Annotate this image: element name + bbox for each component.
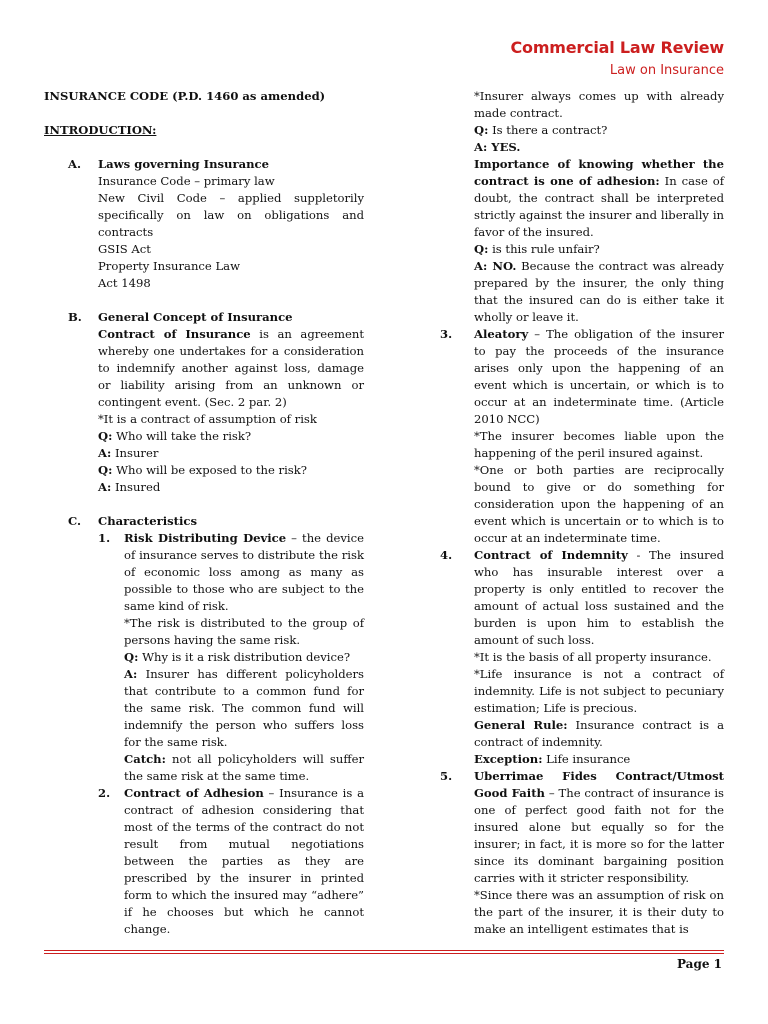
section-letter: B. [68,310,82,324]
note: *It is a contract of assumption of risk [98,412,317,426]
note: *The risk is distributed to the group of persons having the same risk. [124,616,364,647]
note: *Since there was an assumption of risk on the part of the insurer, it is their duty to make an intelligent estimates that is [474,888,724,936]
qa-line: Q: is this rule unfair? [474,242,600,256]
exception-line: Exception: Life insurance [474,752,631,766]
characteristic-item [440,326,724,547]
item-number: 3. [440,327,453,341]
characteristic-item [98,785,364,938]
left-column [44,88,364,938]
note: *It is the basis of all property insurance. [474,650,712,664]
catch-line: Catch: not all policyholders will suffer the same risk at the same time. [124,752,364,783]
note: *Life insurance is not a contract of indemnity. Life is not subject to pecuniary estimation; Life is precious. [474,667,724,715]
law-line: Insurance Code – primary law [98,174,275,188]
section-heading: General Concept of Insurance [98,310,293,324]
item-number: 1. [98,531,111,545]
qa-line: A: NO. Because the contract was already prepared by the insurer, the only thing that the insured can do is either take it wholly or leave it. [474,259,724,324]
header-subtitle: Law on Insurance [609,63,724,78]
item-text: Contract of Adhesion – Insurance is a contract of adhesion considering that most of the terms of the contract do not result from mutual negotiations between the parties as they are prescribed by the insurer in printed form to which the insured may “adhere” if he chooses but which he cannot change. [124,786,364,936]
law-line: Property Insurance Law [98,259,241,273]
qa-line: A: Insurer has different policyholders that contribute to a common fund for the same risk. The common fund will indemnify the person who suffers loss for the same risk. [124,667,364,749]
qa-line: Q: Why is it a risk distribution device? [124,650,351,664]
item-number: 4. [440,548,453,562]
item-text: Aleatory – The obligation of the insurer to pay the proceeds of the insurance arises only upon the happening of an event which is uncertain, or which is to occur at an indeterminate time. (Article 2010 NCC) [474,327,724,426]
item-number: 5. [440,769,453,783]
section-a [44,156,364,292]
qa-line: A: Insurer [98,446,159,460]
item-number: 2. [98,786,111,800]
importance-text: Importance of knowing whether the contract is one of adhesion: In case of doubt, the contract shall be interpreted strictly against the insurer and liberally in favor of the insured. [474,157,725,239]
intro-heading: INTRODUCTION: [44,123,157,137]
qa-line: Q: Who will take the risk? [98,429,252,443]
item-text: Risk Distributing Device – the device of insurance serves to distribute the risk of economic loss among as many as possible to those who are subject to the same kind of risk. [124,531,364,613]
section-letter: C. [68,514,82,528]
characteristic-item [440,547,724,768]
item-text: Uberrimae Fides Contract/Utmost Good Faith – The contract of insurance is one of perfect good faith not for the insured alone but equally so for the insurer; in fact, it is more so for the latter since its dominant bargaining position carries with it stricter responsibility. [474,769,724,885]
note: *The insurer becomes liable upon the happening of the peril insured against. [474,429,724,460]
definition: Contract of Insurance is an agreement whereby one undertakes for a consideration to indemnify another against loss, damage or liability arising from an unknown or contingent event. (Sec. 2 par. 2) [98,327,364,409]
page-number: Page 1 [676,957,722,971]
law-line: Act 1498 [98,276,151,290]
characteristic-item [440,768,724,938]
qa-line: Q: Who will be exposed to the risk? [98,463,307,477]
section-heading: Characteristics [98,514,197,528]
law-line: New Civil Code – applied suppletorily specifically on law on obligations and contracts [98,191,364,239]
code-title: INSURANCE CODE (P.D. 1460 as amended) [44,89,326,103]
qa-line: Q: Is there a contract? [474,123,608,137]
rule-line: General Rule: Insurance contract is a contract of indemnity. [474,718,724,749]
header-title: Commercial Law Review [510,38,724,57]
law-line: GSIS Act [98,242,151,256]
section-letter: A. [68,157,82,171]
note: *Insurer always comes up with already made contract. [474,89,724,120]
section-c [44,513,364,938]
note: *One or both parties are reciprocally bound to give or do something for consideration upon the happening of an event which is uncertain or to which is to occur at an indeterminate time. [474,463,724,545]
footer-rule [44,953,724,954]
footer-rule [44,950,724,951]
section-heading: Laws governing Insurance [98,157,269,171]
section-b [44,309,364,496]
item-text: Contract of Indemnity - The insured who has insurable interest over a property is only entitled to recover the amount of actual loss sustained and the burden is upon him to establish the amount of such loss. [474,548,725,647]
characteristic-item [98,530,364,785]
qa-line: A: YES. [474,140,521,154]
right-column [440,88,724,938]
qa-line: A: Insured [98,480,161,494]
